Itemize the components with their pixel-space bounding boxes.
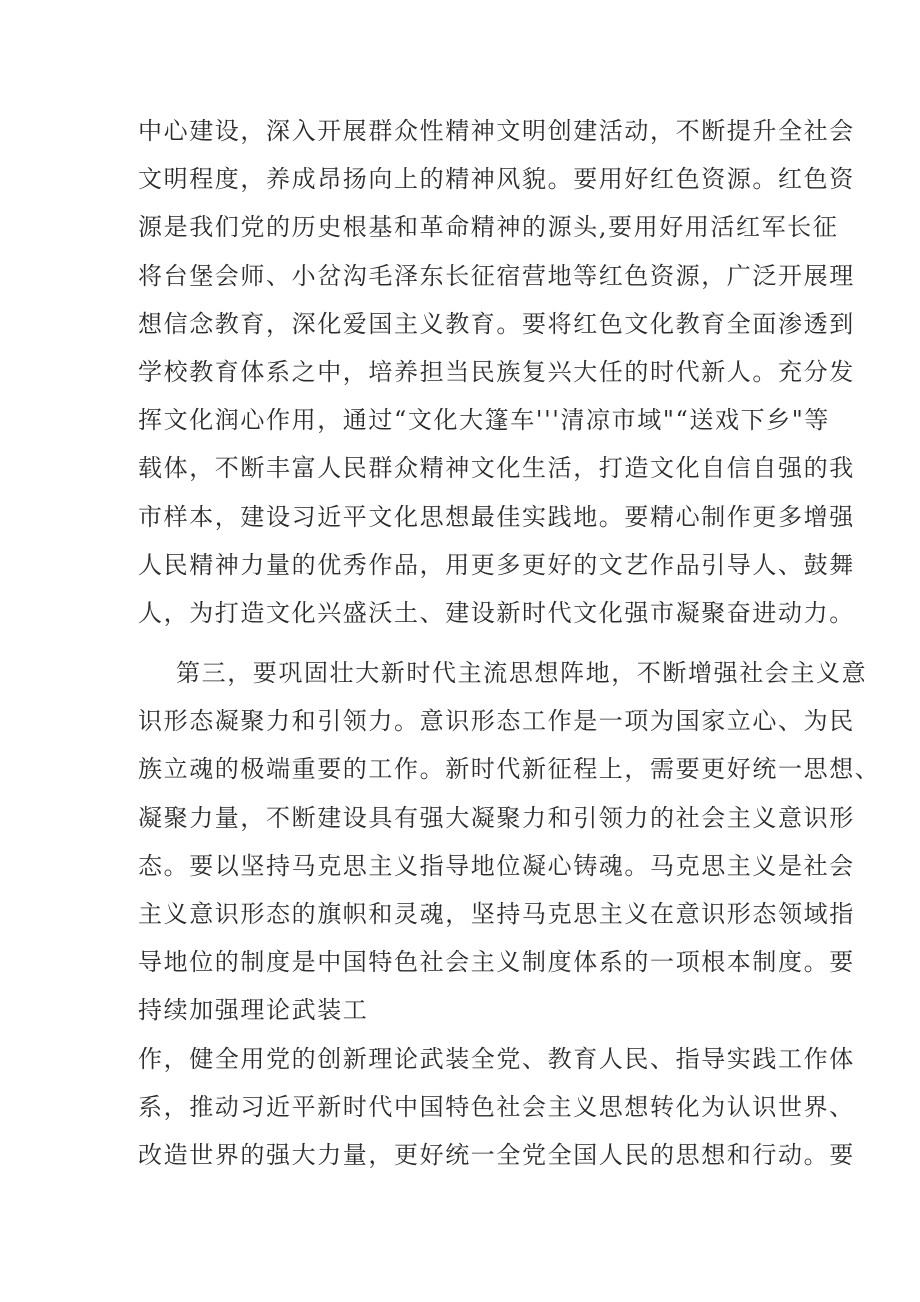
text-line: 第三，要巩固壮大新时代主流思想阵地，不断增强社会主义意 (176, 659, 868, 688)
paragraph-2 (138, 653, 881, 1183)
paragraph-1 (138, 111, 855, 641)
text-line: 系，推动习近平新时代中国特色社会主义思想转化为认识世界、 (138, 1092, 855, 1121)
text-line: 族立魂的极端重要的工作。新时代新征程上，需要更好统一思想、 (138, 755, 881, 784)
text-line: 凝聚力量，不断建设具有强大凝聚力和引领力的社会主义意识形 (138, 803, 855, 832)
text-line: 学校教育体系之中，培养担当民族复兴大任的时代新人。充分发 (138, 357, 855, 386)
text-line: 识形态凝聚力和引领力。意识形态工作是一项为国家立心、为民 (138, 707, 855, 736)
text-line: 载体，不断丰富人民群众精神文化生活，打造文化自信自强的我 (138, 454, 855, 483)
text-line: 导地位的制度是中国特色社会主义制度体系的一项根本制度。要 (138, 948, 855, 977)
text-line: 持续加强理论武装工 (138, 996, 369, 1025)
text-line: 人，为打造文化兴盛沃土、建设新时代文化强市凝聚奋进动力。 (138, 598, 855, 627)
text-line: 挥文化润心作用，通过“文化大篷车'''清凉市域"“送戏下乡"等 (138, 406, 831, 435)
text-line: 人民精神力量的优秀作品，用更多更好的文艺作品引导人、鼓舞 (138, 550, 855, 579)
text-line: 源是我们党的历史根基和革命精神的源头,要用好用活红军长征 (138, 213, 839, 242)
text-line: 作，健全用党的创新理论武装全党、教育人民、指导实践工作体 (138, 1044, 855, 1073)
text-line: 态。要以坚持马克思主义指导地位凝心铸魂。马克思主义是社会 (138, 851, 855, 880)
text-line: 想信念教育，深化爱国主义教育。要将红色文化教育全面渗透到 (138, 309, 855, 338)
document-body (138, 111, 881, 1183)
text-line: 市样本，建设习近平文化思想最佳实践地。要精心制作更多增强 (138, 502, 855, 531)
text-line: 改造世界的强大力量，更好统一全党全国人民的思想和行动。要 (138, 1140, 855, 1169)
text-line: 主义意识形态的旗帜和灵魂，坚持马克思主义在意识形态领域指 (138, 900, 855, 928)
paragraph-spacer (138, 641, 798, 653)
text-line: 文明程度，养成昂扬向上的精神风貌。要用好红色资源。红色资 (138, 165, 855, 194)
text-line: 将台堡会师、小岔沟毛泽东长征宿营地等红色资源，广泛开展理 (138, 261, 855, 290)
text-line: 中心建设，深入开展群众性精神文明创建活动，不断提升全社会 (138, 117, 855, 145)
